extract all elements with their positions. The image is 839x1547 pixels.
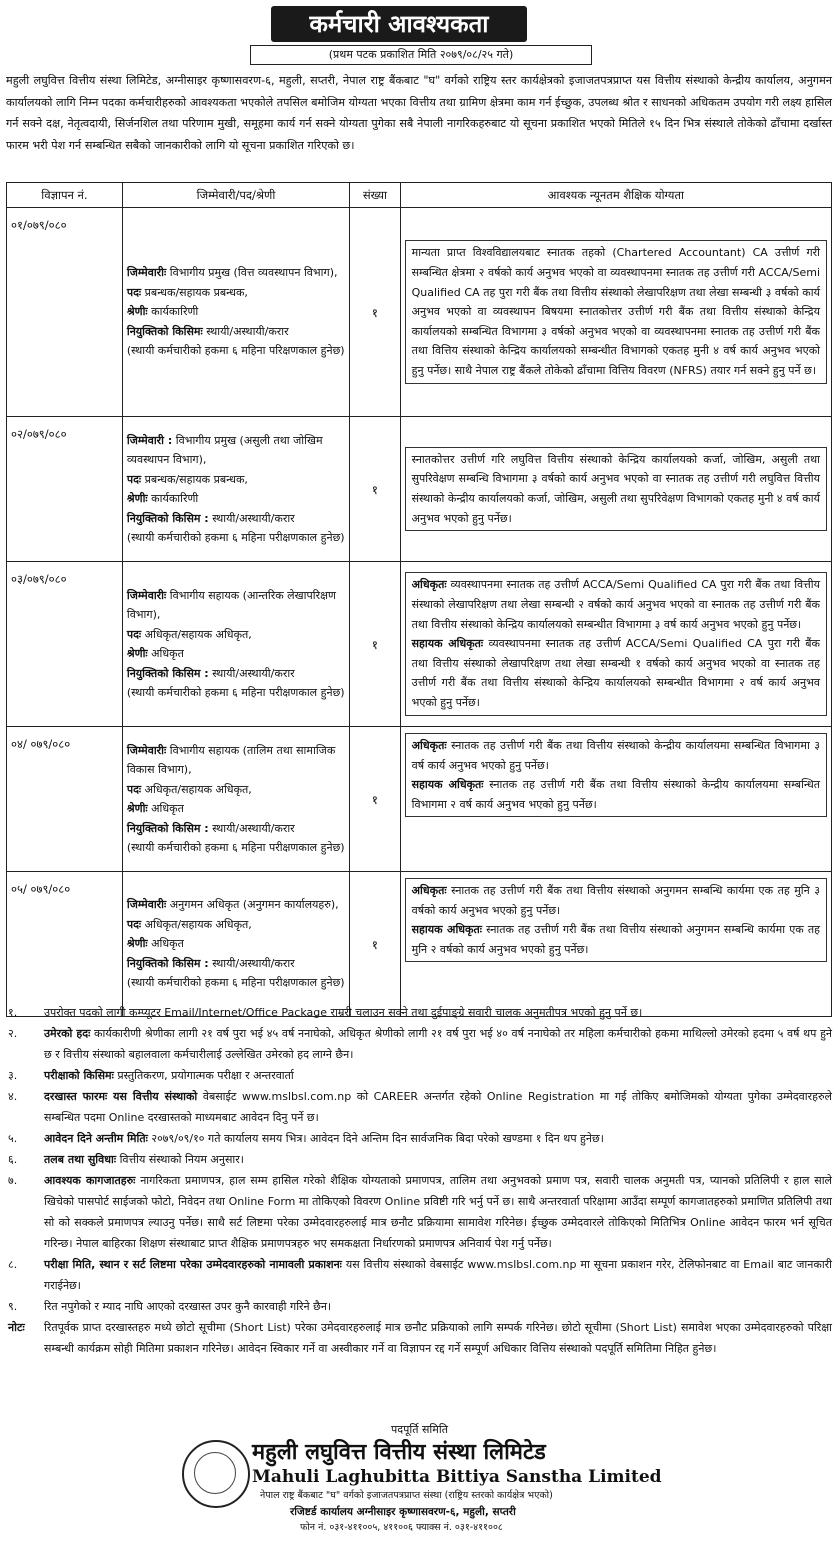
org-name-english: Mahuli Laghubitta Bittiya Sanstha Limited xyxy=(252,1467,662,1487)
table-row xyxy=(7,872,832,1017)
ad-number: ०३/०७९/०८० xyxy=(7,562,123,727)
item-number: ३. xyxy=(8,1069,18,1082)
officer-qualification: स्नातक तह उत्तीर्ण गरी बैंक तथा वित्तीय संस्थाको केन्द्रीय कार्यालयमा सम्बन्धित विभागमा ३ वर्ष कार्य अनुभव भएको हुनु पर्नेछ। xyxy=(411,739,820,772)
resp-label: जिम्मेवारीः xyxy=(126,588,167,602)
post-count: १ xyxy=(350,562,400,727)
item-number: ६. xyxy=(8,1153,18,1166)
terms-list xyxy=(6,1002,832,1359)
list-item xyxy=(6,1149,832,1170)
asst-officer-label: सहायक अधिकृतः xyxy=(411,637,484,651)
item-text: कार्यकारीणी श्रेणीका लागी २१ वर्ष पुरा भई ४५ वर्ष ननाघेको, अधिकृत श्रेणीको लागी २१ वर्ष पुरा भई ४० वर्ष ननाघेको तर महिला कर्मचारीको हकमा माथिल्लो उमेरको हदमा ५ वर्ष थप हुने छ र वित्तीय संस्थाको बहालवाला कर्मचारीलाई उल्लेखित उमेरको हद लाग्ने छैन। xyxy=(44,1027,833,1061)
resp-value: विभागीय प्रमुख (असुली तथा जोखिम व्यवस्थापन विभाग), xyxy=(126,433,323,466)
table-row xyxy=(7,417,832,562)
asst-officer-label: सहायक अधिकृतः xyxy=(411,778,484,792)
post-label: पदः xyxy=(126,472,142,486)
role-details xyxy=(127,263,345,361)
type-label: नियुक्तिको किसिम : xyxy=(126,821,209,835)
ad-number: ०१/०७९/०८० xyxy=(7,208,123,417)
item-number: ७. xyxy=(8,1174,18,1187)
list-item xyxy=(6,1065,832,1086)
item-number: नोटः xyxy=(8,1321,25,1334)
post-label: पदः xyxy=(126,782,142,796)
post-value: अधिकृत/सहायक अधिकृत, xyxy=(144,782,252,796)
item-number: ५. xyxy=(8,1132,18,1145)
list-item xyxy=(6,1170,832,1254)
org-contact: फोन नं. ०३१-४११००५, ४११००६ फ्याक्स नं. ०३१-४११००८ xyxy=(300,1522,503,1533)
seal-logo-icon xyxy=(182,1440,250,1508)
probation-note: (स्थायी कर्मचारीको हकमा ६ महिना परिक्षणकाल हुनेछ) xyxy=(126,344,345,358)
table-row xyxy=(7,562,832,727)
publish-date: (प्रथम पटक प्रकाशित मिति २०७९/०८/२५ गते) xyxy=(250,45,592,65)
item-number: ९. xyxy=(8,1300,18,1313)
notice-title: कर्मचारी आवश्यकता xyxy=(271,6,527,42)
post-count: १ xyxy=(350,872,400,1017)
post-value: प्रबन्धक/सहायक प्रबन्धक, xyxy=(144,285,248,299)
post-count: १ xyxy=(350,417,400,562)
officer-qualification: स्नातक तह उत्तीर्ण गरी बैंक तथा वित्तीय संस्थाको अनुगमन सम्बन्धि कार्यमा एक तह मुनि ३ वर्षको कार्य अनुभव भएको हुनु पर्नेछ। xyxy=(411,884,821,917)
item-text: यस वित्तीय संस्थाको वेबसाईट www.mslbsl.com.np मा सूचना प्रकाशन गरेर, टेलिफोनबाट वा Email बाट जानकारी गराईनेछ। xyxy=(44,1258,833,1292)
table-row xyxy=(7,727,832,872)
item-text: नागरिकता प्रमाणपत्र, हाल सम्म हासिल गरेको शैक्षिक योग्यताको प्रमाणपत्र, तालिम तथा अनुभवको प्रमाण पत्र, सवारी चालक अनुमती पत्र, प्यानको प्रतिलिपी र हाल साले खिचेको पासपोर्ट साईजको फोटो, निवेदन तथा Online Form मा तोकिएको विवरण Online प्रविष्टी गरि भर्नु पर्ने छ। साथै अन्तरवार्ता परिक्षामा आउँदा सम्पूर्ण कागजातहरुको प्रमाणित प्रतिलिपी तथा सो को सक्कले प्रमाणपत्र ल्याउनु पर्नेछ। साथै सर्ट लिष्टमा परेका उम्मेदवारहरुलाई मात्र छनौट प्रक्रियामा सामावेश गरिनेछ। ईच्छुक उम्मेदवारले तोकिएको मितिभित्र Online आवेदन फारम भर्न सूचित गरिन्छ। नेपाल बाहिरका शिक्षण संस्थाबाट प्राप्त शैक्षिक प्रमाणपत्रहरु भए समकक्षता निर्धारणको प्रमाणपत्र अनिवार्य पेश गर्नु पर्नेछ। xyxy=(44,1174,833,1250)
list-item xyxy=(6,1002,832,1023)
list-item xyxy=(6,1128,832,1149)
post-label: पदः xyxy=(126,627,142,641)
item-text: २०७९/०९/१० गते कार्यालय समय भित्र। आवेदन दिने अन्तिम दिन सार्वजनिक बिदा परेको खण्डमा १ दिन थप हुनेछ। xyxy=(151,1132,604,1145)
officer-label: अधिकृतः xyxy=(411,739,447,752)
role-details xyxy=(127,741,345,858)
asst-officer-qualification: स्नातक तह उत्तीर्ण गरी बैंक तथा वित्तीय संस्थाको केन्द्रीय कार्यालयमा सम्बन्धित विभागमा २ वर्ष कार्य अनुभव भएको हुनु पर्नेछ। xyxy=(411,778,820,811)
resp-label: जिम्मेवारीः xyxy=(126,898,167,912)
post-count: १ xyxy=(350,727,400,872)
item-number: १. xyxy=(8,1006,18,1019)
vacancy-table xyxy=(6,182,832,1017)
resp-value: विभागीय प्रमुख (वित्त व्यवस्थापन विभाग), xyxy=(169,266,338,280)
grade-label: श्रेणीः xyxy=(126,492,148,505)
item-label: उमेरको हदः xyxy=(44,1027,91,1040)
grade-value: कार्यकारिणी xyxy=(151,305,199,319)
type-label: नियुक्तिको किसिमः xyxy=(126,324,203,338)
role-details xyxy=(127,431,345,548)
ad-number: ०२/०७९/०८० xyxy=(7,417,123,562)
item-text: वेबसाईट www.mslbsl.com.np को CAREER अन्तर्गत रहेको Online Registration मा गई तोकिए बमोजिमको योग्यता पुगेका उम्मेदवारहरुले सम्बन्धित पदमा Online दरखास्तको माध्यमबाट आवेदन दिनु पर्ने छ। xyxy=(44,1090,832,1124)
list-item xyxy=(6,1023,832,1065)
resp-value: विभागीय सहायक (तालिम तथा सामाजिक विकास विभाग), xyxy=(126,743,336,776)
header-responsibility: जिम्मेवारी/पद/श्रेणी xyxy=(122,183,349,208)
asst-officer-qualification: स्नातक तह उत्तीर्ण गरी बैंक तथा वित्तीय संस्थाको अनुगमन सम्बन्धि कार्यमा एक तह मुनि २ वर्षको कार्य अनुभव भएको हुनु पर्नेछ। xyxy=(411,923,820,956)
grade-label: श्रेणीः xyxy=(126,647,148,660)
table-row xyxy=(7,208,832,417)
list-item xyxy=(6,1317,832,1359)
post-count: १ xyxy=(350,208,400,417)
qualification-text xyxy=(405,572,827,715)
asst-officer-qualification: व्यवस्थापनमा स्नातक तह उत्तीर्ण ACCA/Semi Qualified CA पुरा गरी बैंक तथा वित्तीय संस्थाको लेखापरिक्षण तथा लेखा सम्बन्धी १ वर्षको कार्य अनुभव भएको वा स्नातक तह उत्तीर्ण गरी बैंक तथा वित्तीय संस्थाको केन्द्रिय कार्यालयको सम्बन्धीत विभागमा २ वर्ष कार्य अनुभव भएको हुनु पर्नेछ। xyxy=(411,637,820,709)
grade-value: अधिकृत xyxy=(151,937,184,951)
org-address: रजिष्टर्ड कार्यालय अग्नीसाइर कृष्णासवरण-६, महुली, सप्तरी xyxy=(290,1506,516,1518)
role-details xyxy=(127,586,345,703)
qualification-text xyxy=(405,733,827,817)
qualification-text: मान्यता प्राप्त विश्वविद्यालयबाट स्नातक तहको (Chartered Accountant) CA उत्तीर्ण गरी सम्बन्धित क्षेत्रमा २ वर्षको कार्य अनुभव भएको वा व्यवस्थापनमा स्नातक तह उत्तीर्ण गरी ACCA/Semi Qualified CA तह पुरा गरी बैंक तथा वित्तीय संस्थाको लेखापरिक्षण तथा लेखा सम्बन्धी ३ वर्षको कार्य अनुभव भएको वा व्यवस्थापन बिषयमा स्नातकोत्तर उत्तीर्ण गरी बैंक तथा वित्तीय संस्थाको केन्द्रिय कार्यालयको सम्बन्धित विभागमा ३ वर्षको अनुभव भएको वा व्यवस्थापनमा स्नातक तह उत्तीर्ण गरी बैंक तथा वित्तिय संस्थाको केन्द्रिय कार्यालयको सम्बन्धीत विभागको एकतह मुनी ४ वर्ष कार्य अनुभव भएको हुनु पर्नेछ। साथै नेपाल राष्ट्र बैंकले तोकेको ढाँचामा वित्तिय विवरण (NFRS) तयार गर्न सक्ने हुनु पर्ने छ। xyxy=(405,240,827,383)
post-value: प्रबन्धक/सहायक प्रबन्धक, xyxy=(144,472,248,486)
resp-label: जिम्मेवारी : xyxy=(126,433,173,447)
resp-value: विभागीय सहायक (आन्तरिक लेखापरिक्षण विभाग), xyxy=(126,588,336,621)
type-value: स्थायी/अस्थायी/करार xyxy=(212,956,295,970)
officer-label: अधिकृतः xyxy=(411,884,447,897)
post-value: अधिकृत/सहायक अधिकृत, xyxy=(144,627,252,641)
list-item xyxy=(6,1296,832,1317)
committee-signature: पदपूर्ति समिति xyxy=(391,1423,448,1436)
item-text: प्रस्तुतिकरण, प्रयोगात्मक परीक्षा र अन्तरवार्ता xyxy=(117,1069,294,1082)
ad-number: ०४/ ०७९/०८० xyxy=(7,727,123,872)
grade-value: कार्यकारिणी xyxy=(151,492,199,505)
org-name-nepali: महुली लघुवित्त वित्तीय संस्था लिमिटेड xyxy=(252,1440,546,1465)
item-text: उपरोक्त पदको लागी कम्प्यूटर Email/Internet/Office Package राम्ररी चलाउन सक्ने तथा दुईपाङ्ग्रे सवारी चालक अनुमतीपत्र भएको हुनु पर्ने छ। xyxy=(44,1006,643,1019)
officer-qualification: व्यवस्थापनमा स्नातक तह उत्तीर्ण ACCA/Semi Qualified CA पुरा गरी बैंक तथा वित्तीय संस्थाको लेखापरिक्षण तथा लेखा सम्बन्धी २ वर्षको कार्य अनुभव भएको वा स्नातक तह उत्तीर्ण गरी बैंक तथा वित्तीय संस्थाको केन्द्रिय कार्यालयको सम्बन्धीत विभागमा ३ वर्ष कार्य अनुभव भएको हुनु पर्नेछ। xyxy=(411,578,820,631)
grade-value: अधिकृत xyxy=(151,647,184,660)
item-label: आवश्यक कागजातहरुः xyxy=(44,1174,136,1187)
resp-label: जिम्मेवारीः xyxy=(126,266,167,280)
item-label: दरखास्त फारमः यस वित्तीय संस्थाको xyxy=(44,1090,198,1103)
item-text: रित नपुगेको र म्याद नाघि आएको दरखास्त उपर कुनै कारवाही गरिने छैन। xyxy=(44,1300,332,1313)
item-label: परीक्षा मिति, स्थान र सर्ट लिष्टमा परेका उम्मेदवारहरुको नामावली प्रकाशनः xyxy=(44,1258,342,1271)
type-value: स्थायी/अस्थायी/करार xyxy=(206,324,289,338)
grade-label: श्रेणीः xyxy=(126,305,148,319)
asst-officer-label: सहायक अधिकृतः xyxy=(411,923,482,937)
probation-note: (स्थायी कर्मचारीको हकमा ६ महिना परीक्षणकाल हुनेछ) xyxy=(126,531,345,544)
resp-label: जिम्मेवारीः xyxy=(126,743,167,757)
table-header-row xyxy=(7,183,832,208)
list-item xyxy=(6,1086,832,1128)
item-label: आवेदन दिने अन्तीम मितिः xyxy=(44,1132,148,1145)
grade-value: अधिकृत xyxy=(151,802,184,815)
item-number: २. xyxy=(8,1027,18,1040)
type-label: नियुक्तिको किसिम : xyxy=(126,956,209,970)
probation-note: (स्थायी कर्मचारीको हकमा ६ महिना परीक्षणकाल हुनेछ) xyxy=(126,976,345,990)
item-label: तलब तथा सुविधाः xyxy=(44,1153,117,1166)
type-value: स्थायी/अस्थायी/करार xyxy=(212,511,295,525)
type-value: स्थायी/अस्थायी/करार xyxy=(212,821,295,835)
type-label: नियुक्तिको किसिम : xyxy=(126,511,209,525)
resp-value: अनुगमन अधिकृत (अनुगमन कार्यालयहरु), xyxy=(169,898,339,912)
intro-paragraph: महुली लघुवित्त वित्तीय संस्था लिमिटेड, अग्नीसाइर कृष्णासवरण-६, महुली, सप्तरी, नेपाल राष्ट्र बैंकबाट "घ" वर्गको राष्ट्रिय स्तर कार्यक्षेत्रको इजाजतपत्रप्राप्त यस वित्तीय संस्थाको केन्द्रीय कार्यालय, अनुगमन कार्यालयको लागि निम्न पदका कर्मचारीहरुको आवश्यकता भएकोले तपसिल बमोजिम योग्यता भएका वित्तीय तथा ग्रामिण क्षेत्रमा काम गर्न ईच्छुक, उपलब्ध श्रोत र साधनको अधिकतम उपयोग गरी लक्ष्य हासिल गर्न सक्ने दक्ष, नेतृत्वदायी, सिर्जनशिल तथा परिणाम मुखी, समूहमा कार्य गर्न सक्ने योग्यता पुगेका सबै नेपाली नागरिकहरुबाट यो सूचना प्रकाशित भएको मितिले १५ दिन भित्र संस्थाले तोकेको ढाँचामा दर्खास्त फारम भरी पेश गर्न सम्बन्धित सबैको जानकारीको लागि यो सूचना प्रकाशित गरिएको छ। xyxy=(6,74,832,152)
header-count: संख्या xyxy=(350,183,400,208)
item-number: ४. xyxy=(8,1090,18,1103)
role-details xyxy=(127,895,345,993)
type-value: स्थायी/अस्थायी/करार xyxy=(212,666,295,680)
probation-note: (स्थायी कर्मचारीको हकमा ६ महिना परीक्षणकाल हुनेछ) xyxy=(126,686,345,699)
item-number: ८. xyxy=(8,1258,18,1271)
probation-note: (स्थायी कर्मचारीको हकमा ६ महिना परीक्षणकाल हुनेछ) xyxy=(126,841,345,854)
org-license-line: नेपाल राष्ट्र बैंकबाट "घ" वर्गको इजाजतपत्रप्राप्त संस्था (राष्ट्रिय स्तरको कार्यक्षेत्र भएको) xyxy=(260,1490,553,1501)
grade-label: श्रेणीः xyxy=(126,937,148,951)
post-label: पदः xyxy=(126,917,142,931)
list-item xyxy=(6,1254,832,1296)
header-qualification: आवश्यक न्यूनतम शैक्षिक योग्यता xyxy=(400,183,831,208)
officer-label: अधिकृतः xyxy=(411,578,447,592)
type-label: नियुक्तिको किसिम : xyxy=(126,666,209,680)
qualification-text xyxy=(405,878,827,962)
post-value: अधिकृत/सहायक अधिकृत, xyxy=(144,917,252,931)
header-ad-no: विज्ञापन नं. xyxy=(7,183,123,208)
item-text: रितपूर्वक प्राप्त दरखास्तहरु मध्ये छोटो सूचीमा (Short List) परेका उमेदवारहरुलाई मात्र छनौट प्रक्रियाको लागि सम्पर्क गरिनेछ। छोटो सूचीमा (Short List) समावेश भएका उम्मेदवारहरुको परिक्षा सम्बन्धी कार्यक्रम सोही मितिमा प्रकाशन गरिनेछ। आवेदन स्विकार गर्ने वा अस्वीकार गर्ने वा विज्ञापन रद्द गर्ने सम्पूर्ण अधिकार वित्तिय संस्थाको पदपूर्ति समितिमा निहित हुनेछ। xyxy=(44,1321,832,1355)
grade-label: श्रेणीः xyxy=(126,802,148,815)
item-label: परीक्षाको किसिमः xyxy=(44,1069,114,1082)
ad-number: ०५/ ०७९/०८० xyxy=(7,872,123,1017)
qualification-text: स्नातकोत्तर उत्तीर्ण गरि लघुवित्त वित्तीय संस्थाको केन्द्रिय कार्यालयको कर्जा, जोखिम, असुली तथा सुपरिवेक्षण सम्बन्धि विभागमा ३ वर्षको कार्य अनुभव भएको वा स्नातक तह उत्तीर्ण गरी लघुवित्त वित्तीय संस्थाको केन्द्रीय कार्यालयको कर्जा, जोखिम, असुली तथा सुपरिवेक्षण विभागको एकतह मुनी ४ वर्ष कार्य अनुभव भएको हुनु पर्नेछ। xyxy=(405,447,827,531)
item-text: वित्तीय संस्थाको नियम अनुसार। xyxy=(119,1153,244,1166)
post-label: पदः xyxy=(126,285,142,299)
